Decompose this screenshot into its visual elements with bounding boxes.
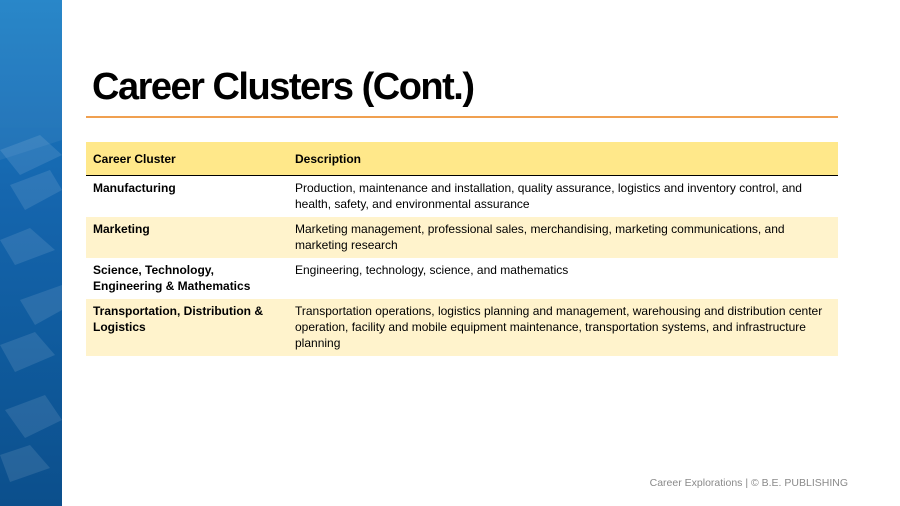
table-row [86, 217, 838, 258]
table-header-row [86, 142, 838, 176]
page-title: Career Clusters (Cont.) [92, 66, 474, 108]
cluster-name: Marketing [86, 217, 288, 258]
decorative-sidebar [0, 0, 62, 506]
header-description: Description [288, 142, 838, 176]
sidebar-pattern [0, 0, 62, 506]
title-divider [86, 116, 838, 118]
header-career-cluster: Career Cluster [86, 142, 288, 176]
cluster-description: Production, maintenance and installation, quality assurance, logistics and inventory control, and health, safety, and environmental assurance [288, 176, 838, 218]
footer-credit: Career Explorations | © B.E. PUBLISHING [649, 477, 848, 489]
career-clusters-table [86, 142, 838, 356]
cluster-description: Marketing management, professional sales, merchandising, marketing communications, and marketing research [288, 217, 838, 258]
cluster-description: Engineering, technology, science, and mathematics [288, 258, 838, 299]
cluster-name: Transportation, Distribution & Logistics [86, 299, 288, 356]
cluster-name: Manufacturing [86, 176, 288, 218]
cluster-description: Transportation operations, logistics planning and management, warehousing and distribution center operation, facility and mobile equipment maintenance, transportation systems, and infrastructure planning [288, 299, 838, 356]
table-row [86, 258, 838, 299]
table-row [86, 176, 838, 218]
table-row [86, 299, 838, 356]
cluster-name: Science, Technology, Engineering & Mathematics [86, 258, 288, 299]
